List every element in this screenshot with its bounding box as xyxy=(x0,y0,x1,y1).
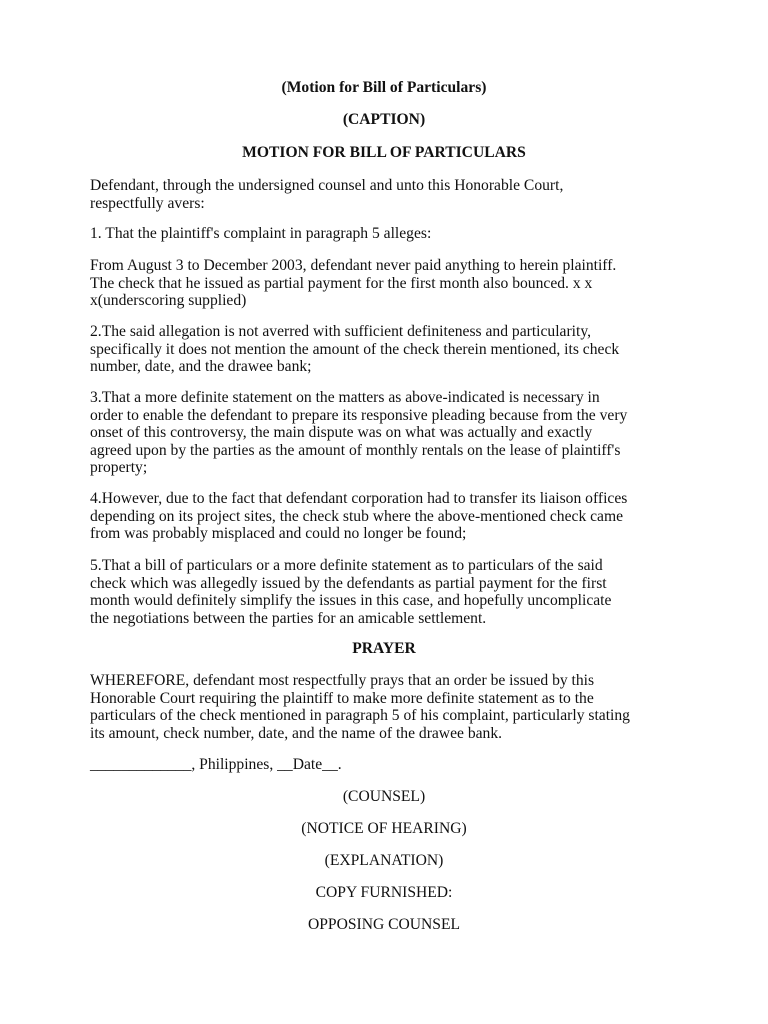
copy-furnished: COPY FURNISHED: xyxy=(315,884,453,901)
place-date-line xyxy=(90,756,690,774)
paragraph-line: 2.The said allegation is not averred with sufficient definiteness and particularity, xyxy=(90,323,592,340)
paragraph-line: onset of this controversy, the main dispute was on what was actually and exactly xyxy=(90,424,593,442)
paragraph-3 xyxy=(90,389,690,477)
explanation: (EXPLANATION) xyxy=(324,852,444,869)
paragraph-line: From August 3 to December 2003, defendant never paid anything to herein plaintiff. xyxy=(90,257,617,274)
paragraph-line: respectfully avers: xyxy=(90,194,205,212)
paragraph-line: depending on its project sites, the check stub where the above-mentioned check came xyxy=(90,507,624,525)
paragraph-line: agreed upon by the parties as the amount of monthly rentals on the lease of plaintiff's xyxy=(90,441,621,459)
document-subtitle: (Motion for Bill of Particulars) xyxy=(281,79,487,96)
paragraph-5 xyxy=(90,557,690,627)
paragraph-line: Defendant, through the undersigned counsel and unto this Honorable Court, xyxy=(90,177,564,194)
paragraph-4 xyxy=(90,490,690,543)
document-title: MOTION FOR BILL OF PARTICULARS xyxy=(242,144,526,161)
paragraph-line: WHEREFORE, defendant most respectfully prays that an order be issued by this xyxy=(90,672,595,689)
quoted-allegation xyxy=(90,257,690,310)
paragraph-line: order to enable the defendant to prepare its responsive pleading because from the very xyxy=(90,406,628,424)
caption-heading: (CAPTION) xyxy=(342,111,426,128)
paragraph-line: 3.That a more definite statement on the matters as above-indicated is necessary in xyxy=(90,389,600,406)
paragraph-line: Honorable Court requiring the plaintiff to make more definite statement as to the xyxy=(90,689,594,707)
paragraph-line: 1. That the plaintiff's complaint in paragraph 5 alleges: xyxy=(90,225,432,242)
intro-paragraph xyxy=(90,177,690,212)
place-date-text: _____________, Philippines, __Date__. xyxy=(90,756,342,773)
paragraph-line: 5.That a bill of particulars or a more definite statement as to particulars of the said xyxy=(90,557,603,574)
paragraph-2 xyxy=(90,323,690,376)
prayer-heading: PRAYER xyxy=(352,640,416,657)
paragraph-line: particulars of the check mentioned in paragraph 5 of his complaint, particularly stating xyxy=(90,707,630,725)
notice-of-hearing: (NOTICE OF HEARING) xyxy=(301,820,467,837)
counsel-signature: (COUNSEL) xyxy=(342,788,426,805)
paragraph-line: month would definitely simplify the issues in this case, and hopefully uncomplicate xyxy=(90,592,612,610)
paragraph-line: The check that he issued as partial payment for the first month also bounced. x x xyxy=(90,274,593,292)
paragraph-line: check which was allegedly issued by the defendants as partial payment for the first xyxy=(90,574,607,592)
paragraph-line: specifically it does not mention the amount of the check therein mentioned, its check xyxy=(90,340,620,358)
paragraph-line: number, date, and the drawee bank; xyxy=(90,358,312,376)
paragraph-line: from was probably misplaced and could no longer be found; xyxy=(90,525,467,543)
paragraph-line: its amount, check number, date, and the name of the drawee bank. xyxy=(90,724,503,742)
paragraph-line: the negotiations between the parties for an amicable settlement. xyxy=(90,609,487,627)
prayer-paragraph xyxy=(90,672,690,742)
paragraph-line: 4.However, due to the fact that defendant corporation had to transfer its liaison offices xyxy=(90,490,628,507)
paragraph-line: x(underscoring supplied) xyxy=(90,292,247,310)
paragraph-1 xyxy=(90,225,690,243)
paragraph-line: property; xyxy=(90,459,148,477)
opposing-counsel: OPPOSING COUNSEL xyxy=(307,916,461,933)
